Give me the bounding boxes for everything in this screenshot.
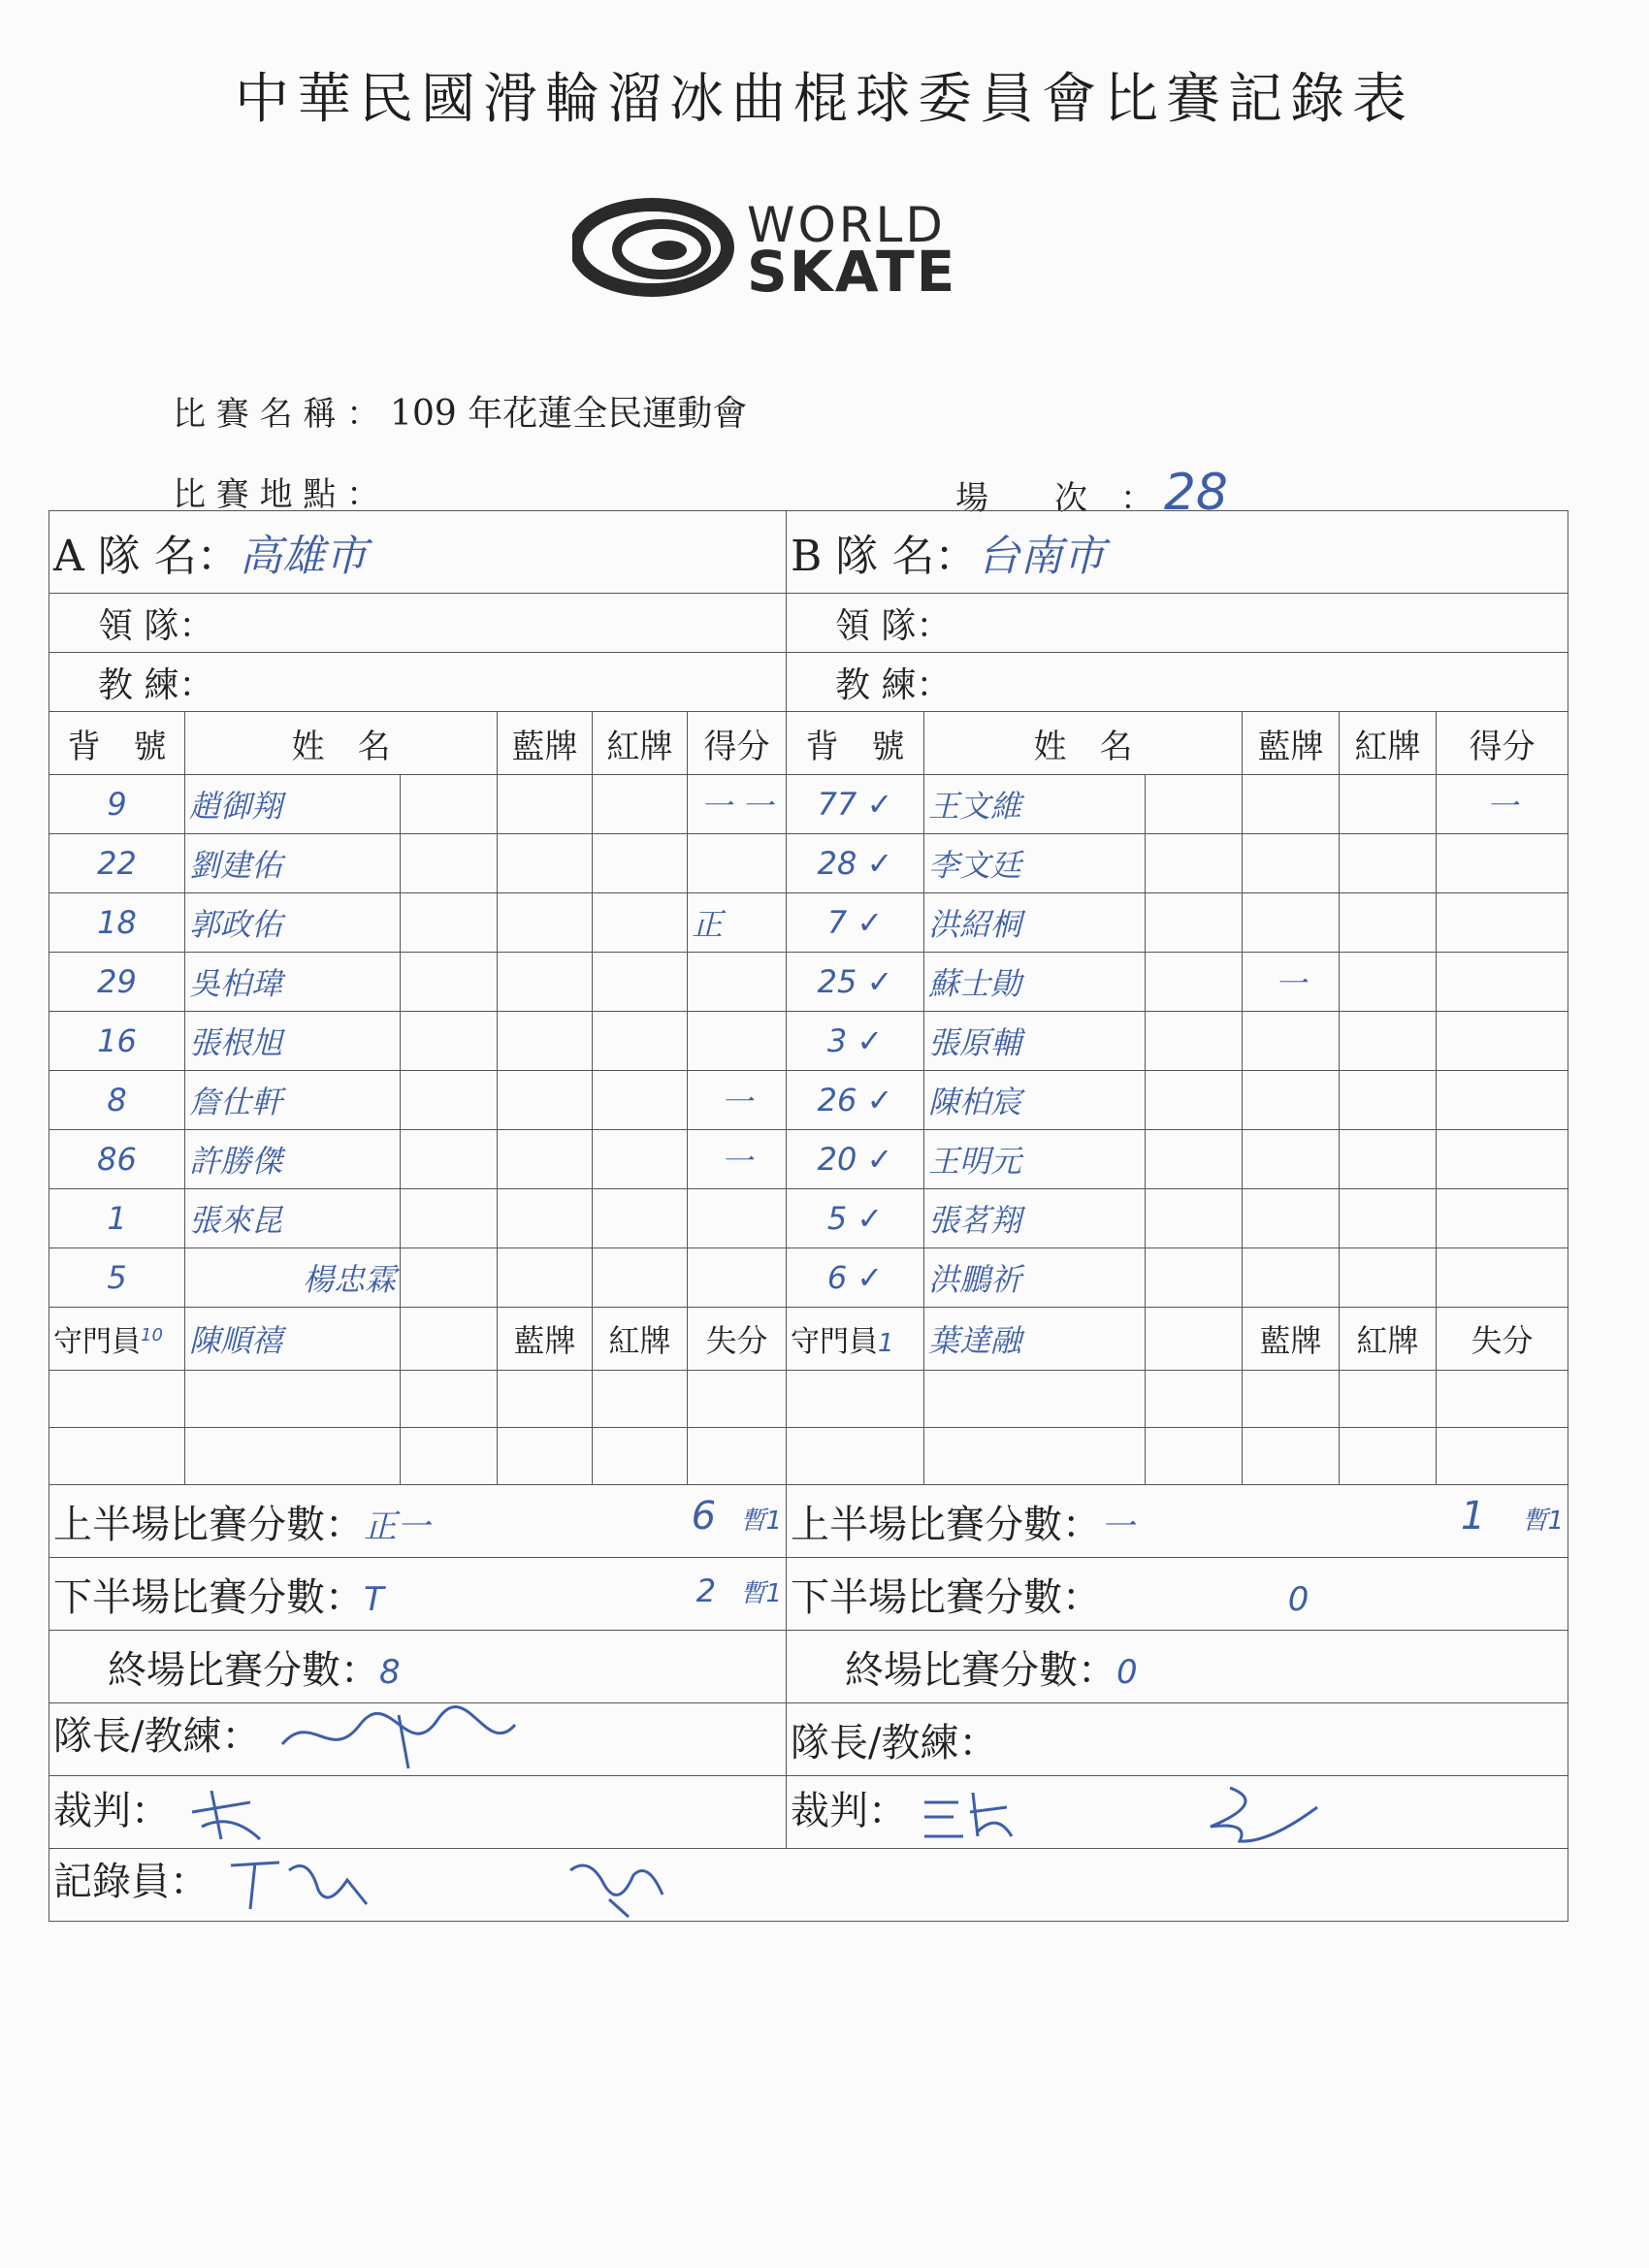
player-number: 8 <box>49 1071 185 1130</box>
captain-label: 隊長/教練： <box>53 1714 261 1759</box>
player-name: 張茗翔 <box>924 1189 1146 1248</box>
player-score <box>1437 1248 1568 1308</box>
player-name: 吳柏瑋 <box>185 953 401 1012</box>
player-name: 楊忠霖 <box>185 1248 401 1308</box>
team-b-second-half <box>787 1558 1568 1631</box>
player-number: 26 ✓ <box>787 1071 924 1130</box>
score-sheet-table <box>48 510 1568 1922</box>
col-red-gk-b: 紅牌 <box>1340 1308 1437 1371</box>
player-score <box>1437 1012 1568 1071</box>
game-number-label: 場 次 ： <box>955 479 1153 518</box>
second-half-tally: T <box>364 1579 384 1619</box>
player-number: 1 <box>49 1189 185 1248</box>
player-blue-card <box>1243 834 1340 893</box>
player-row <box>49 1071 1568 1130</box>
team-a-name-label: A 隊 名： <box>53 532 240 581</box>
player-number: 6 ✓ <box>787 1248 924 1308</box>
final-label: 終場比賽分數： <box>845 1647 1117 1693</box>
player-row <box>49 834 1568 893</box>
player-name: 張原輔 <box>924 1012 1146 1071</box>
referee-signature-b <box>920 1783 1346 1845</box>
team-b-first-half <box>787 1485 1568 1558</box>
player-name: 張根旭 <box>185 1012 401 1071</box>
player-blue-card <box>1243 1012 1340 1071</box>
first-half-label: 上半場比賽分數： <box>53 1502 364 1547</box>
player-number: 86 <box>49 1130 185 1189</box>
second-half-score: 0 <box>1287 1579 1310 1619</box>
player-row <box>49 893 1568 953</box>
player-score <box>1437 953 1568 1012</box>
player-name: 劉建佑 <box>185 834 401 893</box>
player-name: 陳柏宸 <box>924 1071 1146 1130</box>
player-number: 18 <box>49 893 185 953</box>
player-blue-card <box>1243 1189 1340 1248</box>
team-b-goalkeeper-name: 葉達融 <box>924 1308 1146 1371</box>
first-half-score: 1 <box>1460 1493 1486 1539</box>
logo-word-skate: SKATE <box>747 239 957 305</box>
player-number: 22 <box>49 834 185 893</box>
player-row <box>49 775 1568 834</box>
first-half-tally: 正一 <box>364 1507 430 1546</box>
referee-signature-a <box>182 1783 270 1845</box>
referee-label: 裁判： <box>53 1788 170 1833</box>
player-number: 5 <box>49 1248 185 1308</box>
player-row <box>49 1012 1568 1071</box>
captain-label: 隊長/教練： <box>791 1720 998 1766</box>
first-half-timeout: 暫1 <box>1522 1506 1565 1536</box>
player-number: 9 <box>49 775 185 834</box>
player-number: 25 ✓ <box>787 953 924 1012</box>
team-a-captain-signature <box>49 1703 787 1776</box>
world-skate-swirl-icon <box>572 194 737 301</box>
player-score: 一 <box>688 1071 787 1130</box>
recorder-signatures <box>221 1851 764 1919</box>
team-b-name-label: B 隊 名： <box>791 532 978 581</box>
team-b-name-cell <box>787 511 1568 594</box>
final-label: 終場比賽分數： <box>108 1647 379 1693</box>
col-name-b: 姓 名 <box>924 712 1243 775</box>
player-name: 蘇士勛 <box>924 953 1146 1012</box>
player-score <box>688 1012 787 1071</box>
player-name: 洪紹桐 <box>924 893 1146 953</box>
player-score <box>688 1189 787 1248</box>
col-blue-gk-a: 藍牌 <box>498 1308 593 1371</box>
player-number: 29 <box>49 953 185 1012</box>
player-number: 77 ✓ <box>787 775 924 834</box>
player-name: 趙御翔 <box>185 775 401 834</box>
player-score <box>1437 1130 1568 1189</box>
player-name: 洪鵬祈 <box>924 1248 1146 1308</box>
captain-signature-a <box>273 1705 525 1773</box>
recorder-label: 記錄員： <box>53 1860 209 1904</box>
team-b-leader-label: 領 隊： <box>787 594 1568 653</box>
player-name: 王文維 <box>924 775 1146 834</box>
second-half-label: 下半場比賽分數： <box>791 1574 1102 1620</box>
game-number-value: 28 <box>1163 464 1228 522</box>
team-a-goalkeeper-cell <box>49 1308 185 1371</box>
player-score <box>1437 1189 1568 1248</box>
player-number: 20 ✓ <box>787 1130 924 1189</box>
player-score <box>1437 893 1568 953</box>
first-half-label: 上半場比賽分數： <box>791 1502 1102 1547</box>
second-half-label: 下半場比賽分數： <box>53 1574 364 1620</box>
col-conceded-b: 失分 <box>1437 1308 1568 1371</box>
player-score <box>1437 1071 1568 1130</box>
team-b-coach-label: 教 練： <box>787 653 1568 712</box>
player-row <box>49 1189 1568 1248</box>
goalkeeper-label: 守門員 <box>791 1325 879 1359</box>
team-a-goalkeeper-name: 陳順禧 <box>185 1308 401 1371</box>
team-a-name-value: 高雄市 <box>239 532 368 581</box>
player-score: 正 <box>688 893 787 953</box>
logo-word-world: WORLD <box>747 197 946 253</box>
second-half-score: 2 <box>695 1571 717 1609</box>
player-score: 一 <box>1437 775 1568 834</box>
final-score: 8 <box>379 1652 401 1692</box>
team-b-captain-signature <box>787 1703 1568 1776</box>
match-name-value: 109 年花蓮全民運動會 <box>390 394 748 434</box>
col-name-a: 姓 名 <box>185 712 498 775</box>
player-name: 張來昆 <box>185 1189 401 1248</box>
team-b-goalkeeper-cell <box>787 1308 924 1371</box>
first-half-timeout: 暫1 <box>740 1506 783 1536</box>
referee-label: 裁判： <box>791 1788 908 1833</box>
team-a-leader-label: 領 隊： <box>49 594 787 653</box>
player-score: 一 一 <box>688 775 787 834</box>
player-blue-card <box>1243 1071 1340 1130</box>
player-score <box>688 834 787 893</box>
world-skate-logo <box>572 194 1057 305</box>
player-name: 李文廷 <box>924 834 1146 893</box>
player-number: 3 ✓ <box>787 1012 924 1071</box>
player-blue-card <box>1243 893 1340 953</box>
goalkeeper-number: 10 <box>141 1325 163 1345</box>
col-blue-a: 藍牌 <box>498 712 593 775</box>
team-b-final <box>787 1631 1568 1703</box>
player-row <box>49 953 1568 1012</box>
player-name: 王明元 <box>924 1130 1146 1189</box>
final-score: 0 <box>1116 1652 1138 1692</box>
match-name-label: 比 賽 名 稱 ： <box>173 395 380 434</box>
first-half-tally: 一 <box>1101 1507 1135 1546</box>
player-blue-card <box>1243 1130 1340 1189</box>
second-half-timeout: 暫1 <box>740 1578 783 1608</box>
col-number-a: 背 號 <box>49 712 185 775</box>
goalkeeper-label: 守門員 <box>53 1325 141 1359</box>
col-red-gk-a: 紅牌 <box>593 1308 688 1371</box>
player-blue-card <box>1243 775 1340 834</box>
col-blue-b: 藍牌 <box>1243 712 1340 775</box>
recorder-row <box>49 1849 1568 1922</box>
team-a-second-half <box>49 1558 787 1631</box>
player-score <box>688 1248 787 1308</box>
col-number-b: 背 號 <box>787 712 924 775</box>
col-score-b: 得分 <box>1437 712 1568 775</box>
col-blue-gk-b: 藍牌 <box>1243 1308 1340 1371</box>
col-conceded-a: 失分 <box>688 1308 787 1371</box>
team-b-name-value: 台南市 <box>977 532 1106 581</box>
player-score <box>688 953 787 1012</box>
player-row <box>49 1248 1568 1308</box>
player-name: 許勝傑 <box>185 1130 401 1189</box>
form-title: 中華民國滑輪溜冰曲棍球委員會比賽記錄表 <box>235 68 1414 131</box>
goalkeeper-number: 1 <box>878 1329 894 1358</box>
player-score <box>1437 834 1568 893</box>
player-name: 郭政佑 <box>185 893 401 953</box>
team-b-referee <box>787 1776 1568 1849</box>
player-blue-card <box>1243 1248 1340 1308</box>
player-number: 16 <box>49 1012 185 1071</box>
player-name: 詹仕軒 <box>185 1071 401 1130</box>
player-number: 28 ✓ <box>787 834 924 893</box>
team-a-name-cell <box>49 511 787 594</box>
player-number: 5 ✓ <box>787 1189 924 1248</box>
match-venue-label: 比 賽 地 點 ： <box>173 475 380 514</box>
player-blue-card: 一 <box>1243 953 1340 1012</box>
col-score-a: 得分 <box>688 712 787 775</box>
col-red-a: 紅牌 <box>593 712 688 775</box>
team-a-final <box>49 1631 787 1703</box>
team-a-referee <box>49 1776 787 1849</box>
first-half-score: 6 <box>691 1493 717 1539</box>
player-score: 一 <box>688 1130 787 1189</box>
match-name-row <box>173 386 747 436</box>
player-row <box>49 1130 1568 1189</box>
col-red-b: 紅牌 <box>1340 712 1437 775</box>
team-a-coach-label: 教 練： <box>49 653 787 712</box>
player-number: 7 ✓ <box>787 893 924 953</box>
team-a-first-half <box>49 1485 787 1558</box>
